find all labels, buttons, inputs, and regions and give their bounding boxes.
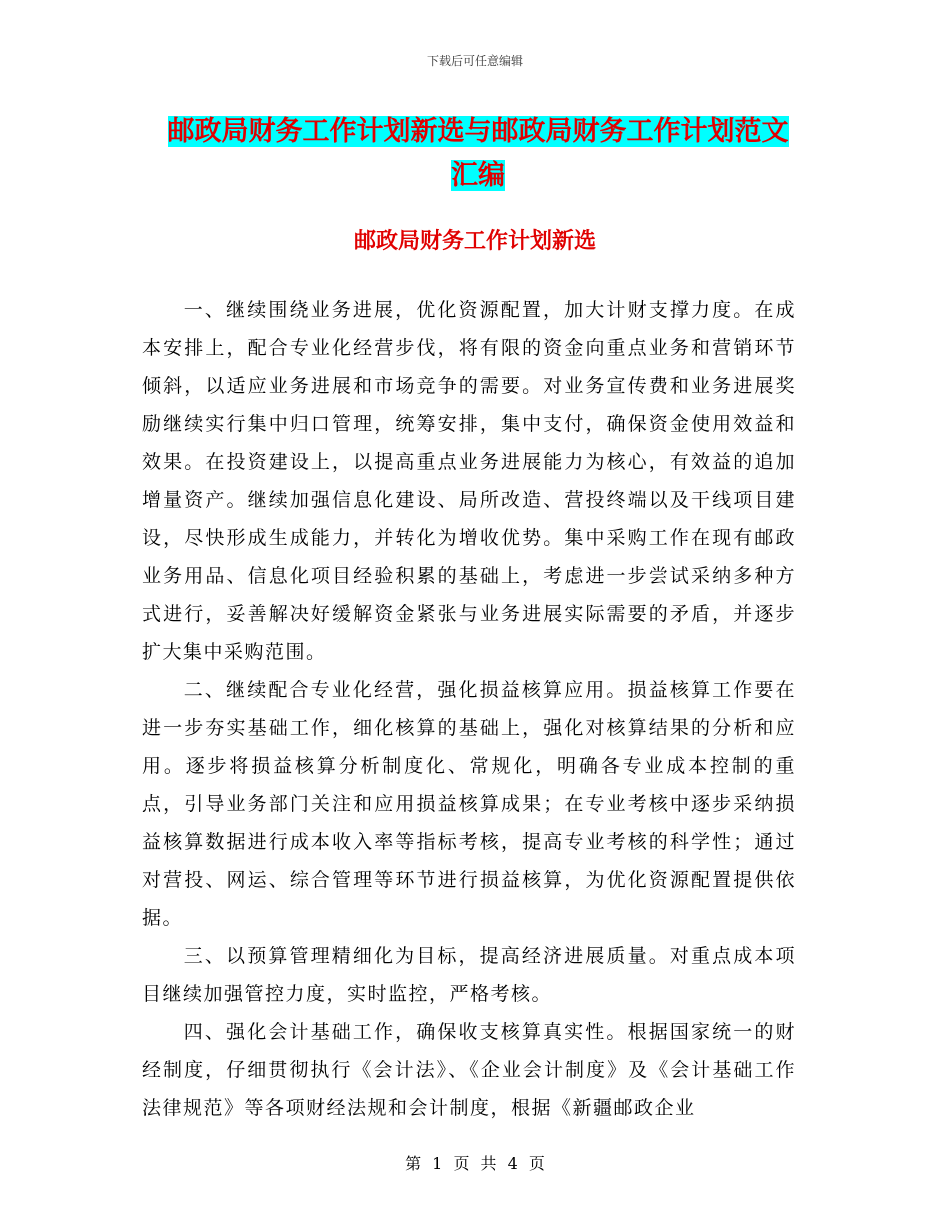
page-number-footer: 第 1 页 共 4 页 (405, 1154, 545, 1173)
page-header-note: 下载后可任意编辑 (426, 54, 523, 68)
paragraph-4: 四、强化会计基础工作，确保收支核算真实性。根据国家统一的财经制度，仔细贯彻执行《会计法》、《企业会计制度》及《会计基础工作法律规范》等各项财经法规和会计制度，根据《新疆邮政企业 (142, 1021, 796, 1119)
paragraph-1: 一、继续围绕业务进展，优化资源配置，加大计财支撑力度。在成本安排上，配合专业化经营步伐，将有限的资金向重点业务和营销环节倾斜，以适应业务进展和市场竞争的需要。对业务宣传费和业务进展奖励继续实行集中归口管理，统筹安排，集中支付，确保资金使用效益和效果。在投资建设上，以提高重点业务进展能力为核心，有效益的追加增量资产。继续加强信息化建设、局所改造、营投终端以及干线项目建设，尽快形成生成能力，并转化为增收优势。集中采购工作在现有邮政业务用品、信息化项目经验积累的基础上，考虑进一步尝试采纳多种方式进行，妥善解决好缓解资金紧张与业务进展实际需要的矛盾，并逐步扩大集中采购范围。 (142, 299, 796, 663)
body-text (142, 291, 796, 1127)
section-title: 邮政局财务工作计划新选 (353, 229, 596, 254)
paragraph-3: 三、以预算管理精细化为目标，提高经济进展质量。对重点成本项目继续加强管控力度，实时监控，严格考核。 (142, 945, 796, 1005)
paragraph-2: 二、继续配合专业化经营，强化损益核算应用。损益核算工作要在进一步夯实基础工作，细化核算的基础上，强化对核算结果的分析和应用。逐步将损益核算分析制度化、常规化，明确各专业成本控制的重点，引导业务部门关注和应用损益核算成果；在专业考核中逐步采纳损益核算数据进行成本收入率等指标考核，提高专业考核的科学性；通过对营投、网运、综合管理等环节进行损益核算，为优化资源配置提供依据。 (142, 679, 796, 929)
document-title-line-1: 邮政局财务工作计划新选与邮政局财务工作计划范文 (167, 116, 789, 147)
document-title (148, 110, 808, 198)
document-title-line-2: 汇编 (451, 160, 505, 191)
